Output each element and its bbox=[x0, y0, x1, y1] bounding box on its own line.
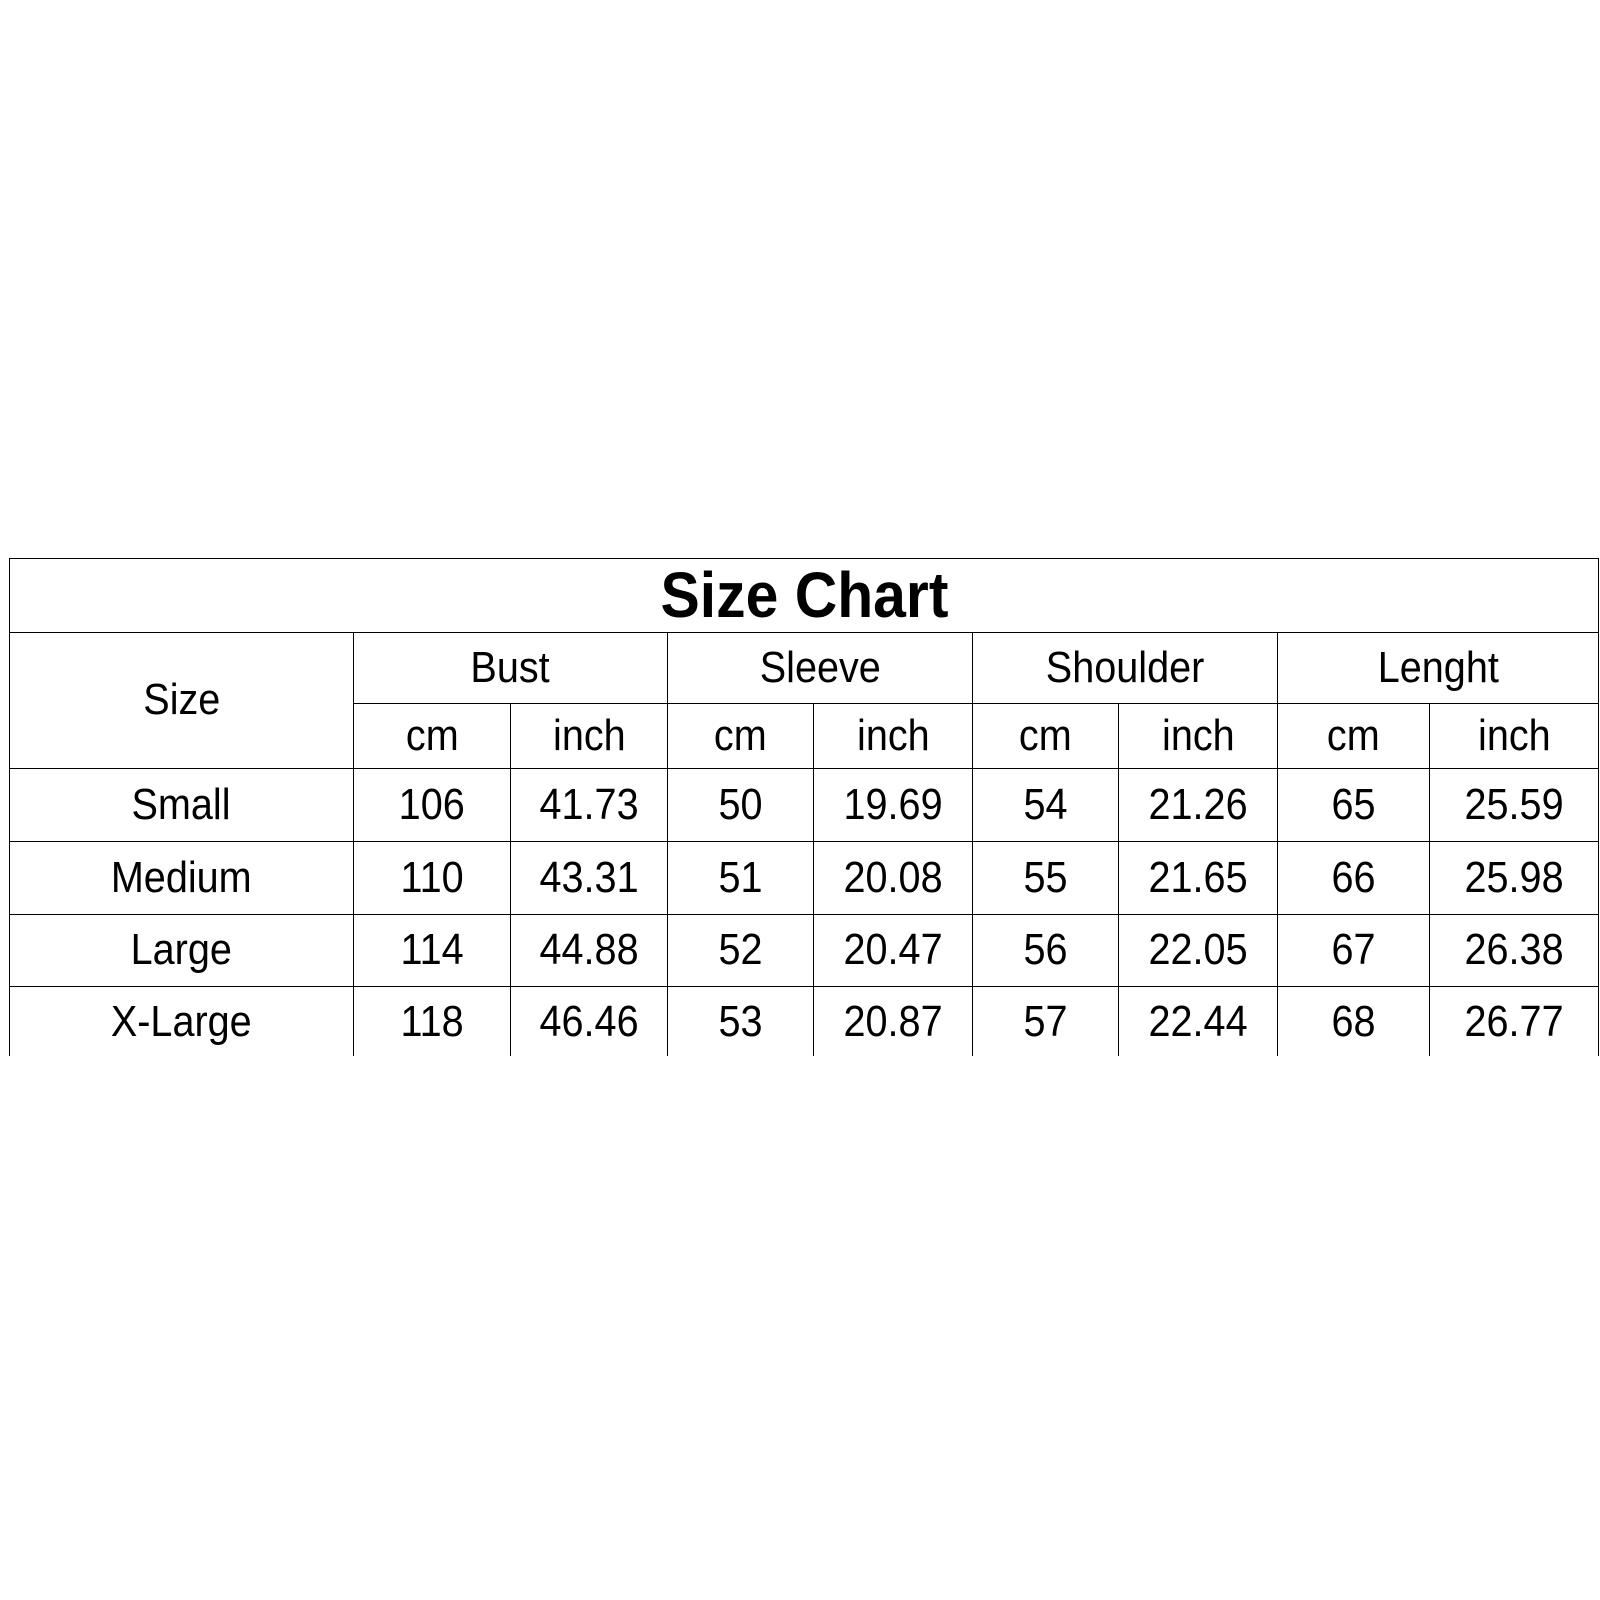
cell-value: 66 bbox=[1331, 852, 1376, 902]
cell-value: 21.26 bbox=[1148, 779, 1248, 829]
unit-header-sleeve-inch bbox=[814, 704, 973, 769]
size-label bbox=[10, 914, 354, 987]
table-cell bbox=[1119, 841, 1278, 914]
table-cell bbox=[511, 987, 668, 1056]
table-cell bbox=[1278, 987, 1430, 1056]
size-label bbox=[10, 987, 354, 1056]
table-cell bbox=[354, 769, 511, 842]
table-title-text: Size Chart bbox=[660, 559, 949, 632]
table-row-small bbox=[10, 769, 1599, 842]
measurement-header-sleeve bbox=[668, 632, 973, 704]
cell-value: 21.65 bbox=[1148, 852, 1248, 902]
unit-header-shoulder-inch bbox=[1119, 704, 1278, 769]
cell-value: 20.08 bbox=[843, 852, 943, 902]
table-cell bbox=[814, 769, 973, 842]
title-row bbox=[10, 559, 1599, 633]
cell-value: 22.05 bbox=[1148, 925, 1248, 975]
unit-label: inch bbox=[552, 711, 626, 761]
measurement-header-length bbox=[1278, 632, 1599, 704]
table-cell bbox=[814, 914, 973, 987]
table-cell bbox=[973, 769, 1119, 842]
table-cell bbox=[814, 987, 973, 1056]
unit-label: inch bbox=[1161, 711, 1235, 761]
table-cell bbox=[1430, 987, 1599, 1056]
size-column-header bbox=[10, 632, 354, 768]
table-cell bbox=[354, 987, 511, 1056]
size-label-text: Large bbox=[130, 925, 233, 975]
cell-value: 106 bbox=[398, 779, 466, 829]
cell-value: 54 bbox=[1023, 779, 1068, 829]
unit-header-shoulder-cm bbox=[973, 704, 1119, 769]
cell-value: 114 bbox=[400, 925, 464, 975]
size-label bbox=[10, 841, 354, 914]
measurement-header-sleeve-text: Sleeve bbox=[759, 643, 881, 693]
cell-value: 20.87 bbox=[843, 996, 943, 1046]
table-cell bbox=[668, 841, 814, 914]
unit-label: cm bbox=[1019, 711, 1072, 761]
table-cell bbox=[1278, 769, 1430, 842]
cell-value: 26.38 bbox=[1464, 925, 1564, 975]
measurement-header-bust bbox=[354, 632, 668, 704]
cell-value: 26.77 bbox=[1464, 996, 1564, 1046]
unit-label: cm bbox=[1327, 711, 1380, 761]
measurement-header-shoulder-text: Shoulder bbox=[1045, 643, 1205, 693]
cell-value: 46.46 bbox=[539, 996, 639, 1046]
size-label-text: X-Large bbox=[111, 996, 252, 1046]
table-cell bbox=[668, 914, 814, 987]
measurement-header-length-text: Lenght bbox=[1377, 643, 1499, 693]
unit-header-bust-cm bbox=[354, 704, 511, 769]
cell-value: 53 bbox=[718, 996, 763, 1046]
measurement-header-row bbox=[10, 632, 1599, 704]
size-chart-table bbox=[9, 558, 1599, 1056]
table-cell bbox=[1430, 769, 1599, 842]
table-row-x-large bbox=[10, 987, 1599, 1056]
size-column-header-text: Size bbox=[142, 675, 221, 725]
table-cell bbox=[511, 769, 668, 842]
cell-value: 43.31 bbox=[539, 852, 639, 902]
unit-header-sleeve-cm bbox=[668, 704, 814, 769]
table-cell bbox=[668, 987, 814, 1056]
cell-value: 110 bbox=[400, 852, 464, 902]
unit-label: inch bbox=[856, 711, 930, 761]
unit-label: cm bbox=[405, 711, 459, 761]
table-cell bbox=[1278, 914, 1430, 987]
cell-value: 52 bbox=[718, 925, 763, 975]
table-cell bbox=[1119, 987, 1278, 1056]
table-cell bbox=[814, 841, 973, 914]
cell-value: 25.98 bbox=[1464, 852, 1564, 902]
table-cell bbox=[668, 769, 814, 842]
unit-label: inch bbox=[1477, 711, 1551, 761]
table-cell bbox=[511, 841, 668, 914]
table-cell bbox=[973, 841, 1119, 914]
unit-header-length-inch bbox=[1430, 704, 1599, 769]
table-cell bbox=[1430, 841, 1599, 914]
table-cell bbox=[354, 841, 511, 914]
table-cell bbox=[973, 914, 1119, 987]
size-label-text: Small bbox=[131, 779, 232, 829]
cell-value: 20.47 bbox=[843, 925, 943, 975]
table-row-medium bbox=[10, 841, 1599, 914]
size-label-text: Medium bbox=[111, 852, 252, 902]
cell-value: 55 bbox=[1023, 852, 1068, 902]
unit-header-bust-inch bbox=[511, 704, 668, 769]
table-cell bbox=[973, 987, 1119, 1056]
table-row-large bbox=[10, 914, 1599, 987]
cell-value: 65 bbox=[1331, 779, 1376, 829]
table-cell bbox=[1430, 914, 1599, 987]
unit-header-length-cm bbox=[1278, 704, 1430, 769]
unit-label: cm bbox=[714, 711, 767, 761]
cell-value: 41.73 bbox=[539, 779, 639, 829]
measurement-header-bust-text: Bust bbox=[470, 643, 551, 693]
measurement-header-shoulder bbox=[973, 632, 1278, 704]
cell-value: 44.88 bbox=[539, 925, 639, 975]
table-cell bbox=[354, 914, 511, 987]
cell-value: 68 bbox=[1331, 996, 1376, 1046]
cell-value: 57 bbox=[1023, 996, 1068, 1046]
cell-value: 118 bbox=[400, 996, 464, 1046]
cell-value: 67 bbox=[1331, 925, 1376, 975]
cell-value: 25.59 bbox=[1464, 779, 1564, 829]
cell-value: 50 bbox=[718, 779, 763, 829]
cell-value: 56 bbox=[1023, 925, 1068, 975]
table-cell bbox=[511, 914, 668, 987]
table-cell bbox=[1119, 914, 1278, 987]
table-cell bbox=[1278, 841, 1430, 914]
size-label bbox=[10, 769, 354, 842]
cell-value: 22.44 bbox=[1148, 996, 1248, 1046]
cell-value: 19.69 bbox=[843, 779, 943, 829]
table-cell bbox=[1119, 769, 1278, 842]
cell-value: 51 bbox=[718, 852, 763, 902]
table-title bbox=[10, 559, 1599, 633]
